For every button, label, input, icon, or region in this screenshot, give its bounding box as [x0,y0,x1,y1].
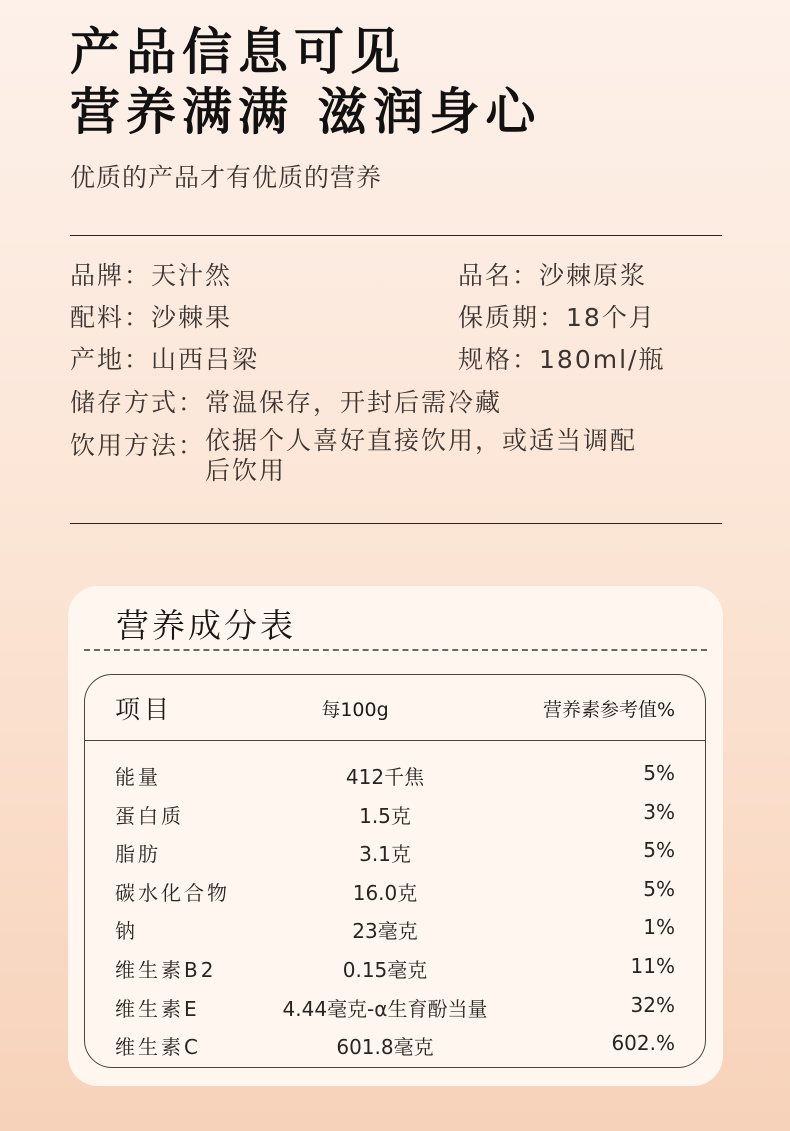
nutrient-nrv: 5% [643,876,675,901]
headline [70,22,541,142]
shelf-life-value: 18个月 [566,303,656,332]
info-row-shelf-life [458,298,656,334]
nutrition-table-body [85,761,705,1070]
nutrition-card [68,586,723,1086]
nutrient-name: 蛋白质 [115,803,184,828]
nutrient-nrv: 3% [643,799,675,824]
nutrient-amount: 3.1克 [359,842,411,867]
table-row [85,915,705,954]
nutrient-nrv: 602.% [611,1031,675,1056]
table-row [85,877,705,916]
nutrient-amount: 1.5克 [359,803,411,828]
nutrient-nrv: 5% [643,761,675,785]
nutrition-title: 营养成分表 [116,606,296,645]
table-row [85,993,705,1032]
info-row-ingredients [70,298,232,334]
header-nrv: 营养素参考值% [542,699,675,721]
headline-line-1: 产品信息可见 [70,23,406,81]
origin-value: 山西吕梁 [151,345,260,374]
nutrient-amount: 0.15毫克 [342,957,428,982]
nutrient-nrv: 32% [630,992,675,1017]
spec-value: 180ml/瓶 [539,345,666,374]
brand-label: 品牌： [70,261,152,290]
nutrient-name: 维生素C [115,1035,201,1060]
origin-label: 产地： [70,345,152,374]
product-name-label: 品名： [458,261,540,290]
storage-value: 常温保存，开封后需冷藏 [205,388,503,417]
usage-label: 饮用方法： [70,431,206,460]
headline-line-2: 营养满满 滋润身心 [70,83,542,141]
info-row-spec [458,340,665,376]
usage-value: 依据个人喜好直接饮用，或适当调配后饮用 [205,426,638,485]
nutrient-amount: 16.0克 [352,880,418,905]
nutrient-name: 脂肪 [115,842,161,867]
subtitle: 优质的产品才有优质的营养 [70,163,383,192]
nutrient-name: 钠 [115,919,138,944]
nutrition-table-header [85,675,705,741]
brand-value: 天汁然 [151,261,233,290]
nutrient-amount: 412千焦 [345,765,425,789]
info-row-name [458,256,647,292]
nutrient-nrv: 5% [643,838,675,863]
dashed-divider [84,649,707,651]
table-row [85,838,705,877]
nutrient-amount: 23毫克 [352,919,418,944]
nutrient-nrv: 1% [643,915,675,940]
nutrient-name: 维生素B2 [115,957,217,982]
nutrient-name: 维生素E [115,996,200,1021]
table-row [85,800,705,839]
info-row-origin [70,340,259,376]
table-row [85,1031,705,1070]
nutrient-nrv: 11% [630,953,675,978]
nutrient-amount: 4.44毫克-α生育酚当量 [282,996,488,1021]
divider-bottom [70,523,722,524]
nutrition-table [84,674,706,1068]
nutrient-name: 碳水化合物 [115,880,230,905]
divider-top [70,235,722,236]
header-per-100g: 每100g [321,699,389,721]
info-row-storage [70,383,502,419]
shelf-life-label: 保质期： [458,303,567,332]
table-row [85,761,705,800]
ingredients-value: 沙棘果 [151,303,233,332]
ingredients-label: 配料： [70,303,152,332]
info-row-usage [70,426,645,486]
product-name-value: 沙棘原浆 [539,261,648,290]
nutrient-amount: 601.8毫克 [336,1035,434,1060]
spec-label: 规格： [458,345,540,374]
info-row-brand [70,256,232,292]
storage-label: 储存方式： [70,388,206,417]
nutrient-name: 能量 [115,765,161,789]
table-row [85,954,705,993]
header-item: 项目 [115,695,174,724]
